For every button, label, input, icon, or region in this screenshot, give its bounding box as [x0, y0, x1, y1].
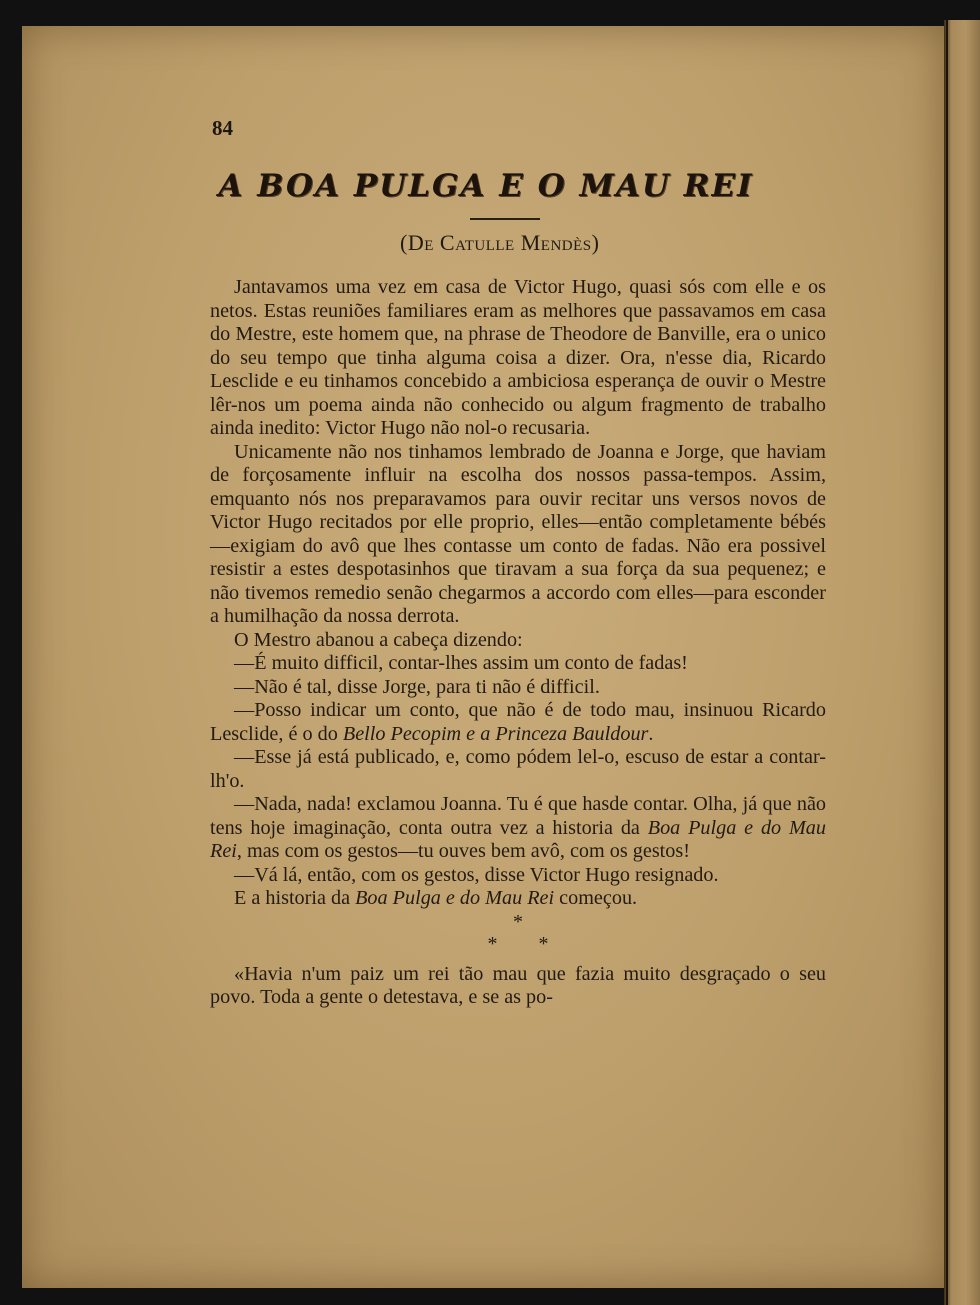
paragraph-6-italic: Bello Pecopim e a Princeza Bauldour [342, 722, 649, 745]
paragraph-10-italic: Boa Pulga e do Mau Rei [355, 887, 555, 909]
paragraph-9: —Vá lá, então, com os gestos, disse Victor Hugo resignado. [234, 863, 719, 886]
paragraph-2: Unicamente não nos tinhamos lembrado de Joanna e Jorge, que haviam de forçosamente influir na escolha dos nossos passa-tempos. Assim, emquanto nós nos preparavamos para ouvir recitar uns versos novos de Victor Hugo recitados por elle proprio, elles—então completamente bébés—exigiam do avô que lhes contasse um conto de fadas. Não era possivel resistir a estes despotasinhos que tiravam a sua força da sua pequenez; e não tivemos remedio senão chegarmos a accordo com elles—para esconder a humilhação da nossa derrota. [210, 440, 826, 627]
byline-prefix: De [407, 230, 434, 255]
paragraph-8-italic: Boa Pulga e do Mau Rei [210, 816, 826, 862]
paragraph-8 [210, 793, 826, 864]
paragraph-10-text: E a historia da [234, 887, 356, 909]
page-gutter-line [946, 20, 948, 1305]
paragraph-1: Jantavamos uma vez em casa de Victor Hugo, quasi sós com elle e os netos. Estas reuniões familiares eram as melhores que passavamos em casa do Mestre, este homem que, na phrase de Theodore de Banville, era o unico do seu tempo que tinha alguma coisa a dizer. Ora, n'esse dia, Ricardo Lesclide e eu tinhamos concebido a ambiciosa esperança de ouvir o Mestre lêr-nos um poema ainda não conhecido ou algum fragmento de trabalho ainda inedito: Victor Hugo não nol-o recusaria. [210, 276, 826, 439]
paragraph-3: O Mestro abanou a cabeça dizendo: [234, 628, 523, 651]
book-edge [944, 20, 980, 1305]
paragraph-8-text: —Nada, nada! exclamou Joanna. Tu é que hasde contar. Olha, já que não tens hoje imaginação, conta outra vez a historia da [210, 793, 826, 839]
section-asterism-bottom: * * [487, 932, 567, 955]
chapter-title: A BOA PULGA E O MAU REI [218, 168, 754, 204]
title-rule [470, 218, 540, 220]
paragraph-11: «Havia n'um paiz um rei tão mau que fazia muito desgraçado o seu povo. Toda a gente o detestava, e se as po- [210, 962, 826, 1008]
paragraph-6 [210, 699, 826, 746]
byline [400, 230, 599, 256]
byline-open: ( [400, 230, 408, 255]
body-text [210, 276, 826, 1010]
paragraph-7: —Esse já está publicado, e, como pódem lel-o, escuso de estar a contar-lh'o. [210, 746, 826, 792]
paragraph-6-text: —Posso indicar um conto, que não é de todo mau, insinuou Ricardo Lesclide, é o do [210, 699, 826, 745]
paragraph-4: —É muito difficil, contar-lhes assim um conto de fadas! [234, 652, 688, 674]
page-number: 84 [212, 116, 233, 140]
paragraph-10 [210, 887, 826, 911]
byline-author: Catulle Mendès [439, 230, 592, 255]
paragraph-10-end: começou. [554, 887, 638, 909]
paragraph-6-end: . [648, 722, 654, 745]
paragraph-5: —Não é tal, disse Jorge, para ti não é difficil. [234, 675, 600, 698]
paragraph-8-end: , mas com os gestos—tu ouves bem avô, com os gestos! [236, 840, 690, 862]
section-asterism-top: * [513, 910, 523, 933]
byline-close: ) [591, 230, 600, 255]
